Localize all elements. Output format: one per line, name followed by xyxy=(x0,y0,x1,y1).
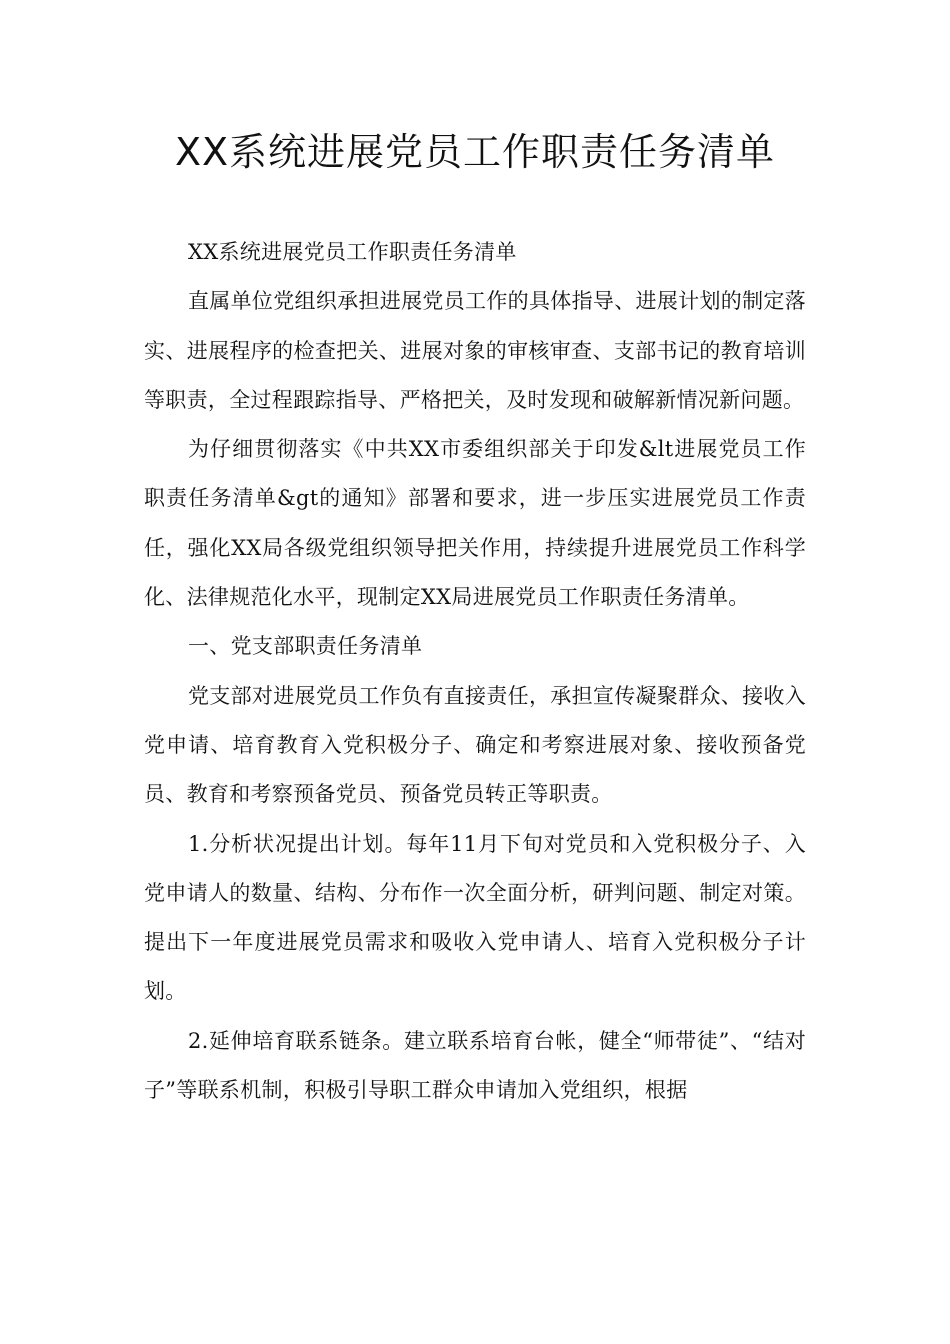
paragraph-item-2: 2.延伸培育联系链条。建立联系培育台帐，健全“师带徒”、“结对子”等联系机制，积极引导职工群众申请加入党组织，根据 xyxy=(144,1028,806,1103)
paragraph-direct-units: 直属单位党组织承担进展党员工作的具体指导、进展计划的制定落实、进展程序的检查把关、进展对象的审核审查、支部书记的教育培训等职责，全过程跟踪指导、严格把关，及时发现和破解新情况新问题。 xyxy=(144,289,806,412)
paragraph-subtitle: XX系统进展党员工作职责任务清单 xyxy=(188,240,517,264)
section-heading-branch: 一、党支部职责任务清单 xyxy=(188,634,423,659)
paragraph-branch-duties: 党支部对进展党员工作负有直接责任，承担宣传凝聚群众、接收入党申请、培育教育入党积极分子、确定和考察进展对象、接收预备党员、教育和考察预备党员、预备党员转正等职责。 xyxy=(144,683,806,807)
document-title: XX系统进展党员工作职责任务清单 xyxy=(174,130,776,174)
paragraph-item-1: 1.分析状况提出计划。每年11月下旬对党员和入党积极分子、入党申请人的数量、结构、分布作一次全面分析，研判问题、制定对策。提出下一年度进展党员需求和吸收入党申请人、培育入党积极分子计划。 xyxy=(144,831,806,1004)
document-body xyxy=(144,228,806,1115)
paragraph-purpose: 为仔细贯彻落实《中共XX市委组织部关于印发&lt进展党员工作职责任务清单&gt的通知》部署和要求，进一步压实进展党员工作责任，强化XX局各级党组织领导把关作用，持续提升进展党员工作科学化、法律规范化水平，现制定XX局进展党员工作职责任务清单。 xyxy=(144,437,806,610)
